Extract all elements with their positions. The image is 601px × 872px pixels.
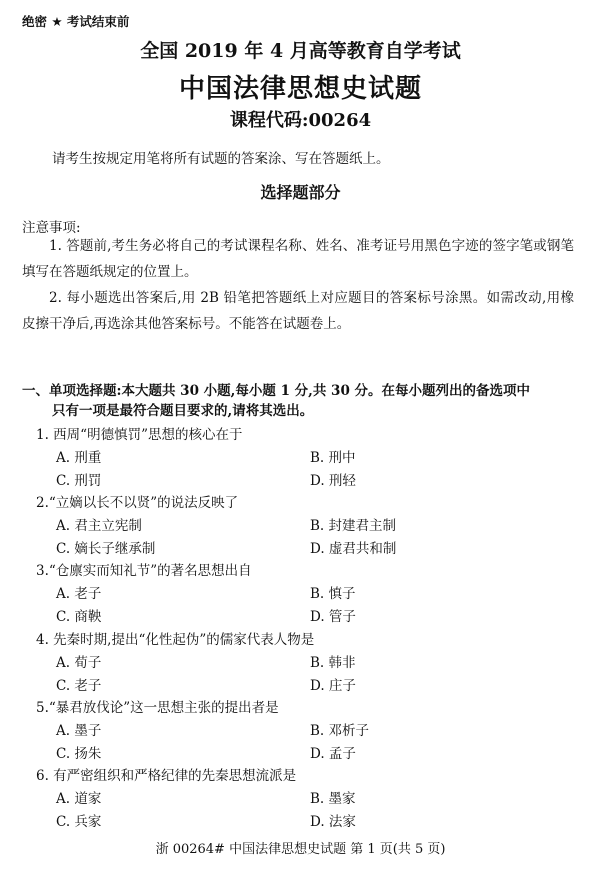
option-b: B. 封建君主制 (310, 518, 397, 534)
paper-title: 中国法律思想史试题 (178, 74, 422, 104)
option-c: C. 扬朱 (56, 746, 102, 762)
option-a: A. 刑重 (56, 450, 102, 466)
question-stem: 5.“暴君放伐论”这一思想主张的提出者是 (36, 700, 279, 716)
question-stem: 4. 先秦时期,提出“化性起伪”的儒家代表人物是 (36, 632, 315, 648)
option-d: D. 法家 (310, 814, 356, 830)
question-stem: 3.“仓廪实而知礼节”的著名思想出自 (36, 563, 252, 579)
option-b: B. 墨家 (310, 791, 356, 807)
option-d: D. 刑轻 (310, 473, 356, 489)
section-title: 选择题部分 (260, 183, 341, 202)
option-b: B. 邓析子 (310, 723, 370, 739)
part1-heading-cont: 只有一项是最符合题目要求的,请将其选出。 (52, 403, 314, 419)
question-stem: 6. 有严密组织和严格纪律的先秦思想流派是 (36, 768, 297, 784)
option-a: A. 荀子 (56, 655, 102, 671)
option-d: D. 管子 (310, 609, 356, 625)
option-c: C. 商鞅 (56, 609, 102, 625)
option-d: D. 孟子 (310, 746, 356, 762)
option-b: B. 刑中 (310, 450, 356, 466)
question-stem: 2.“立嫡以长不以贤”的说法反映了 (36, 495, 239, 511)
option-b: B. 韩非 (310, 655, 356, 671)
option-b: B. 慎子 (310, 586, 356, 602)
question-stem: 1. 西周“明德慎罚”思想的核心在于 (36, 427, 243, 443)
option-c: C. 刑罚 (56, 473, 102, 489)
option-a: A. 道家 (56, 791, 102, 807)
page-footer: 浙 00264# 中国法律思想史试题 第 1 页(共 5 页) (155, 842, 446, 857)
course-code: 课程代码:00264 (229, 110, 372, 131)
notes-heading: 注意事项: (22, 220, 81, 236)
secret-mark: 绝密 ★ 考试结束前 (22, 14, 130, 29)
option-a: A. 老子 (56, 586, 102, 602)
option-d: D. 虚君共和制 (310, 541, 397, 557)
note-item: 2. 每小题选出答案后,用 2B 铅笔把答题纸上对应题目的答案标号涂黑。如需改动,用橡皮擦干净后,再选涂其他答案标号。不能答在试题卷上。 (22, 290, 574, 332)
answer-notice: 请考生按规定用笔将所有试题的答案涂、写在答题纸上。 (52, 151, 390, 167)
note-item: 1. 答题前,考生务必将自己的考试课程名称、姓名、准考证号用黑色字迹的签字笔或钢笔填写在答题纸规定的位置上。 (22, 238, 574, 280)
option-c: C. 老子 (56, 678, 102, 694)
option-d: D. 庄子 (310, 678, 356, 694)
exam-name: 全国 2019 年 4 月高等教育自学考试 (140, 40, 461, 62)
option-a: A. 墨子 (56, 723, 102, 739)
option-c: C. 兵家 (56, 814, 102, 830)
option-a: A. 君主立宪制 (56, 518, 142, 534)
option-c: C. 嫡长子继承制 (56, 541, 156, 557)
part1-heading: 一、单项选择题:本大题共 30 小题,每小题 1 分,共 30 分。在每小题列出的备选项中 (22, 383, 531, 399)
